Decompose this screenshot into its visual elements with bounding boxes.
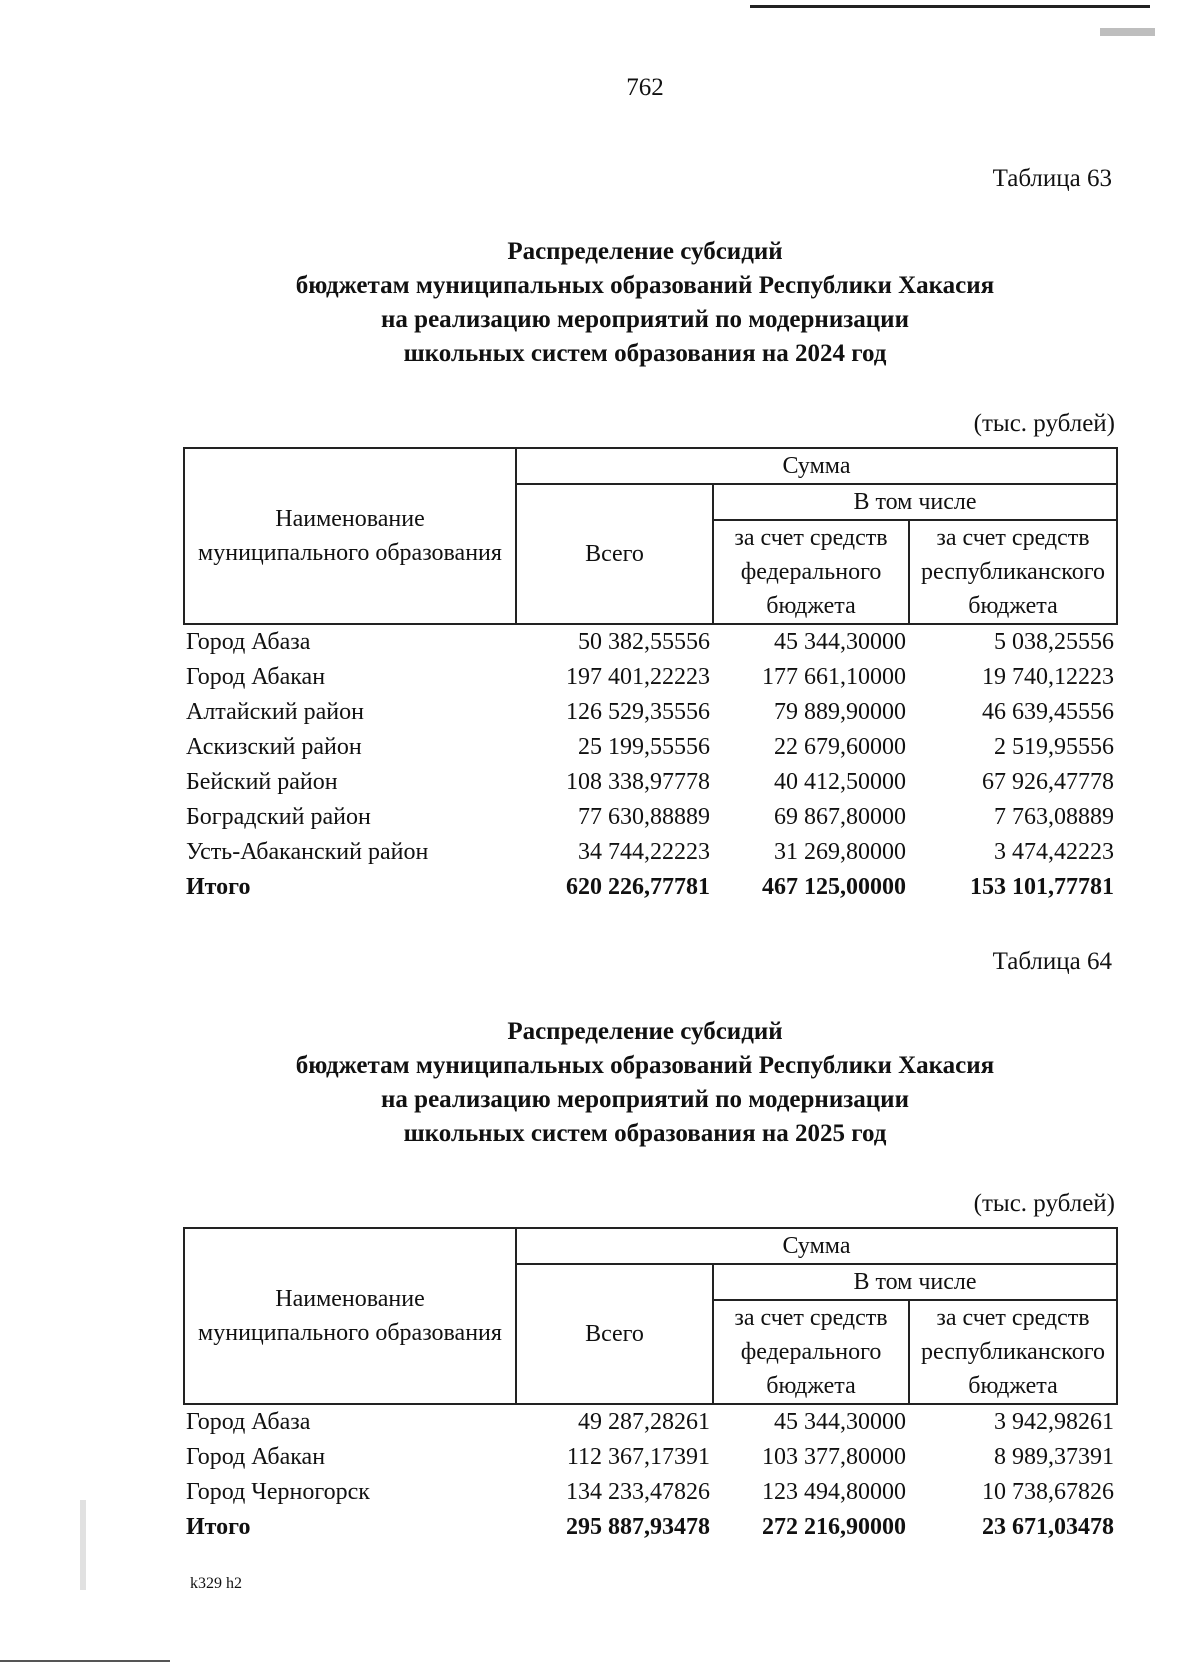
units-label: (тыс. рублей) [973,410,1115,437]
header-federal: за счет средств федерального бюджета [713,1300,909,1404]
header-name: Наименование муниципального образования [184,1228,516,1404]
table-title [0,1015,1200,1151]
header-name: Наименование муниципального образования [184,448,516,624]
cell-total: 620 226,77781 [566,874,710,900]
footer-code: k329 h2 [190,1575,242,1592]
cell-name: Город Черногорск [186,1479,370,1505]
table-title [0,235,1200,371]
table-row [184,695,1117,730]
header-republic: за счет средств республиканского бюджета [909,1300,1117,1404]
header-total: Всего [516,1264,713,1404]
title-line: школьных систем образования на 2024 год [403,340,887,367]
header-sum: Сумма [516,1228,1117,1264]
table-row [184,800,1117,835]
table-label: Таблица 63 [992,165,1112,192]
cell-total: 50 382,55556 [578,629,710,655]
cell-federal: 177 661,10000 [762,664,906,690]
scan-top-rule [750,5,1150,8]
header-including: В том числе [713,1264,1117,1300]
header-including: В том числе [713,484,1117,520]
title-line: на реализацию мероприятий по модернизации [381,306,909,333]
cell-republic: 8 989,37391 [994,1444,1114,1470]
cell-republic: 5 038,25556 [994,629,1114,655]
total-row [184,870,1117,905]
cell-republic: 3 942,98261 [994,1409,1114,1435]
header-federal: за счет средств федерального бюджета [713,520,909,624]
title-line: бюджетам муниципальных образований Республики Хакасия [295,1052,995,1079]
cell-total: 49 287,28261 [578,1409,710,1435]
cell-total: 25 199,55556 [578,734,710,760]
cell-republic: 19 740,12223 [982,664,1114,690]
cell-name: Итого [186,874,251,900]
cell-name: Аскизский район [186,734,362,760]
cell-total: 197 401,22223 [566,664,710,690]
table-label: Таблица 64 [992,948,1112,975]
total-row [184,1510,1117,1545]
header-republic: за счет средств республиканского бюджета [909,520,1117,624]
cell-federal: 79 889,90000 [774,699,906,725]
table-row [184,835,1117,870]
cell-federal: 103 377,80000 [762,1444,906,1470]
scan-artifact [80,1500,86,1590]
cell-total: 34 744,22223 [578,839,710,865]
cell-republic: 67 926,47778 [982,769,1114,795]
cell-name: Алтайский район [186,699,364,725]
cell-name: Город Абакан [186,664,326,690]
cell-total: 77 630,88889 [578,804,710,830]
cell-republic: 10 738,67826 [982,1479,1114,1505]
title-line: на реализацию мероприятий по модернизации [381,1086,909,1113]
title-line: Распределение субсидий [507,238,783,265]
cell-republic: 3 474,42223 [994,839,1114,865]
cell-republic: 2 519,95556 [994,734,1114,760]
cell-federal: 45 344,30000 [774,1409,906,1435]
cell-name: Боградский район [186,804,371,830]
cell-federal: 69 867,80000 [774,804,906,830]
title-line: Распределение субсидий [507,1018,783,1045]
cell-name: Город Абаза [186,1409,311,1435]
cell-federal: 31 269,80000 [774,839,906,865]
table-row [184,1404,1117,1440]
title-line: школьных систем образования на 2025 год [403,1120,887,1147]
cell-federal: 123 494,80000 [762,1479,906,1505]
units-label: (тыс. рублей) [973,1190,1115,1217]
cell-total: 112 367,17391 [566,1444,710,1470]
header-total: Всего [516,484,713,624]
cell-name: Итого [186,1514,251,1540]
cell-federal: 45 344,30000 [774,629,906,655]
cell-total: 108 338,97778 [566,769,710,795]
table-row [184,765,1117,800]
subsidy-table [183,1227,1118,1545]
page-number: 762 [626,74,664,101]
table-row [184,660,1117,695]
subsidy-table [183,447,1118,905]
cell-total: 134 233,47826 [566,1479,710,1505]
cell-federal: 22 679,60000 [774,734,906,760]
table-row [184,730,1117,765]
cell-total: 126 529,35556 [566,699,710,725]
cell-total: 295 887,93478 [566,1514,710,1540]
cell-name: Усть-Абаканский район [186,839,429,865]
cell-name: Город Абаза [186,629,311,655]
scan-artifact [1100,28,1155,36]
table-row [184,624,1117,660]
cell-name: Город Абакан [186,1444,326,1470]
cell-federal: 272 216,90000 [762,1514,906,1540]
title-line: бюджетам муниципальных образований Республики Хакасия [295,272,995,299]
cell-federal: 467 125,00000 [762,874,906,900]
table-row [184,1440,1117,1475]
cell-federal: 40 412,50000 [774,769,906,795]
cell-republic: 153 101,77781 [970,874,1114,900]
scan-bottom-rule [0,1660,170,1662]
table-row [184,1475,1117,1510]
cell-republic: 46 639,45556 [982,699,1114,725]
header-sum: Сумма [516,448,1117,484]
cell-republic: 23 671,03478 [982,1514,1114,1540]
cell-name: Бейский район [186,769,338,795]
cell-republic: 7 763,08889 [994,804,1114,830]
